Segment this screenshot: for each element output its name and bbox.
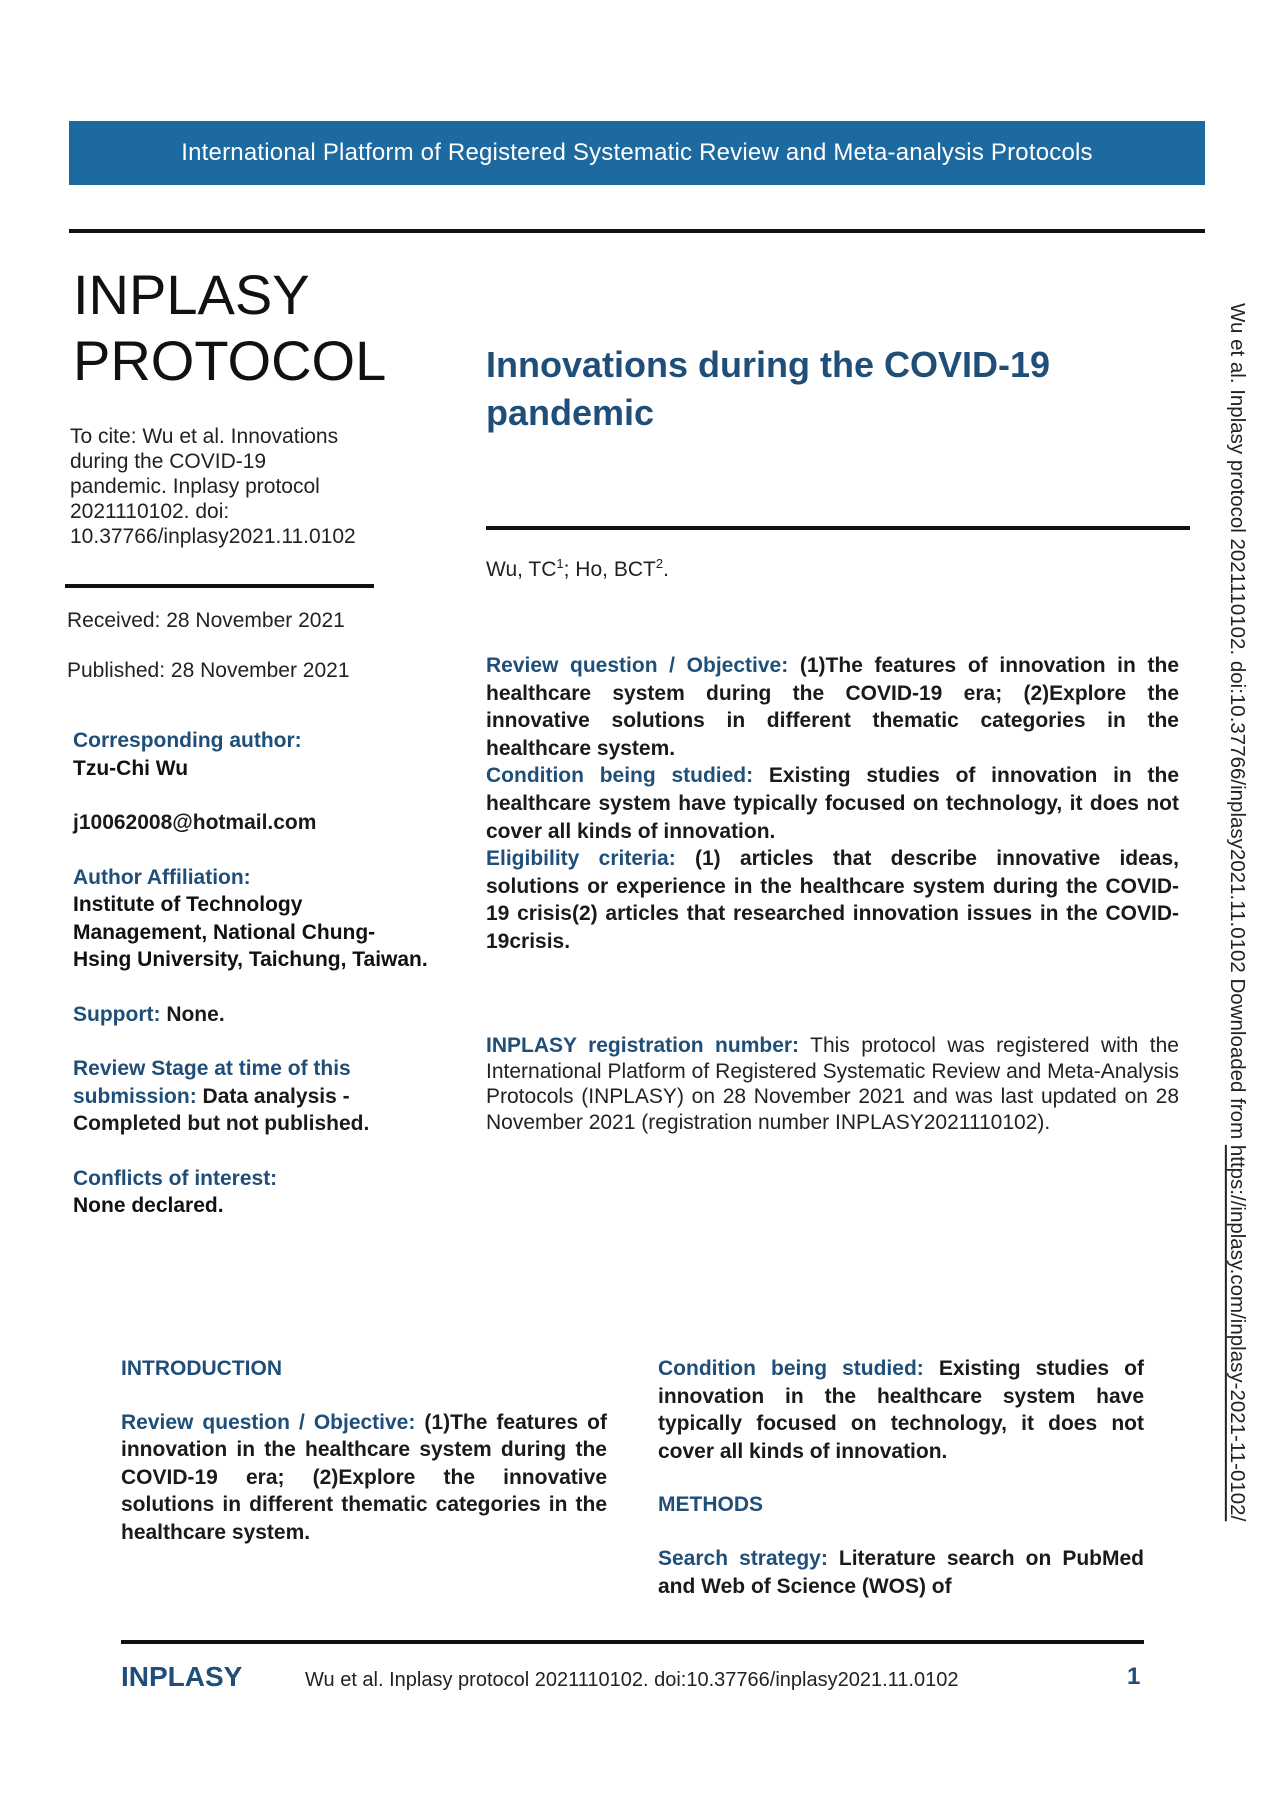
review-stage xyxy=(73,1055,433,1138)
corresponding-name: Tzu-Chi Wu xyxy=(73,756,189,780)
conflicts xyxy=(73,1165,433,1220)
side-download-note xyxy=(1225,303,1249,1521)
author-info xyxy=(73,727,433,1247)
introduction-heading: INTRODUCTION xyxy=(121,1357,282,1380)
abstract-cond-value: Existing studies of innovation in the healthcare system have typically focused on technology, it does not cover all kinds of innovation. xyxy=(486,764,1179,843)
body-condition xyxy=(658,1355,1144,1465)
author-email: j10062008@hotmail.com xyxy=(73,811,317,834)
abstract-cond-label: Condition being studied: xyxy=(486,764,754,788)
abstract-rq-label: Review question / Objective: xyxy=(486,654,789,677)
article-title: Innovations during the COVID-19 pandemic xyxy=(486,344,1051,433)
citation-line: 2021110102. doi: xyxy=(70,500,230,523)
author-list-end: . xyxy=(663,558,669,581)
affiliation-label: Author Affiliation: xyxy=(73,865,251,889)
body-rq-label: Review question / Objective: xyxy=(121,1410,416,1434)
corresponding-label: Corresponding author: xyxy=(73,729,302,752)
abstract-elig-value: (1) articles that describe innovative ideas, solutions or experience in the healthcare system during the COVID-19 crisis(2) articles that researched innovation issues in the COVID-19crisis. xyxy=(486,847,1179,953)
published-date: Published: 28 November 2021 xyxy=(67,659,350,682)
body-rq-value: (1)The features of innovation in the healthcare system during the COVID-19 era; (2)Explore the innovative solutions in different thematic categories in the healthcare system. xyxy=(121,1410,607,1544)
body-cond-label: Condition being studied: xyxy=(658,1357,924,1380)
brand-title xyxy=(73,262,386,394)
header-banner: International Platform of Registered Systematic Review and Meta-analysis Protocols xyxy=(69,121,1205,185)
author-name: Wu, TC xyxy=(486,558,557,581)
download-link[interactable]: https://inplasy.com/inplasy-2021-11-0102/ xyxy=(1226,1144,1249,1522)
support-value: None. xyxy=(160,1002,225,1026)
abstract-eligibility xyxy=(486,845,1179,955)
brand-line-2: PROTOCOL xyxy=(73,329,387,392)
footer-rule xyxy=(121,1640,1144,1644)
abstract-elig-label: Eligibility criteria: xyxy=(486,847,676,871)
abstract-review-question xyxy=(486,652,1179,762)
received-date: Received: 28 November 2021 xyxy=(67,609,345,632)
search-label: Search strategy: xyxy=(658,1546,828,1570)
stage-value: Data analysis - Completed but not published. xyxy=(73,1084,370,1135)
citation-line: To cite: Wu et al. Innovations xyxy=(70,425,339,448)
search-value: Literature search on PubMed and Web of Science (WOS) of xyxy=(658,1546,1145,1598)
affiliation-value: Institute of Technology Management, National Chung-Hsing University, Taichung, Taiwan. xyxy=(73,893,428,971)
author-list xyxy=(486,556,669,582)
citation-rule xyxy=(65,584,374,588)
conflicts-label: Conflicts of interest: xyxy=(73,1166,278,1190)
brand-line-1: INPLASY xyxy=(73,263,310,326)
abstract-rq-value: (1)The features of innovation in the healthcare system during the COVID-19 era; (2)Explore the innovative solutions in different thematic categories in the healthcare system. xyxy=(486,654,1179,760)
abstract-condition xyxy=(486,762,1179,845)
registration-label: INPLASY registration number: xyxy=(486,1034,800,1057)
affiliation-marker: 2 xyxy=(655,556,664,571)
top-rule xyxy=(69,229,1205,233)
corresponding-author xyxy=(73,727,433,782)
citation-block xyxy=(70,424,400,549)
abstract xyxy=(486,652,1179,956)
registration-value: This protocol was registered with the International Platform of Registered Systematic Review and Meta-Analysis Protocols (INPLASY) on 28 November 2021 and was last updated on 28 November 2021 (registration number INPLASY2021110102). xyxy=(486,1034,1179,1134)
side-note-text: Wu et al. Inplasy protocol 2021110102. doi:10.37766/inplasy2021.11.0102 Downloaded from xyxy=(1226,303,1249,1145)
author-name: ; Ho, BCT xyxy=(563,558,656,581)
affiliation-marker: 1 xyxy=(556,556,564,571)
citation-line: pandemic. Inplasy protocol xyxy=(70,475,320,498)
methods-heading: METHODS xyxy=(658,1493,763,1517)
citation-line: 10.37766/inplasy2021.11.0102 xyxy=(70,525,356,548)
body-cond-value: Existing studies of innovation in the healthcare system have typically focused on technology, it does not cover all kinds of innovation. xyxy=(658,1357,1144,1463)
footer-citation: Wu et al. Inplasy protocol 2021110102. doi:10.37766/inplasy2021.11.0102 xyxy=(305,1669,959,1691)
footer-brand: INPLASY xyxy=(121,1661,243,1692)
support-label: Support: xyxy=(73,1002,161,1026)
citation-line: during the COVID-19 xyxy=(70,450,267,473)
body-column-right xyxy=(658,1355,1144,1626)
support xyxy=(73,1001,433,1029)
page-number: 1 xyxy=(1127,1663,1141,1690)
registration-info xyxy=(486,1033,1179,1135)
body-review-question xyxy=(121,1409,607,1547)
body-column-left xyxy=(121,1355,607,1573)
stage-label: Review Stage at time of this submission: xyxy=(73,1057,351,1108)
conflicts-value: None declared. xyxy=(73,1194,224,1217)
body-search-strategy xyxy=(658,1545,1144,1600)
author-affiliation xyxy=(73,864,433,974)
title-rule xyxy=(486,526,1190,530)
